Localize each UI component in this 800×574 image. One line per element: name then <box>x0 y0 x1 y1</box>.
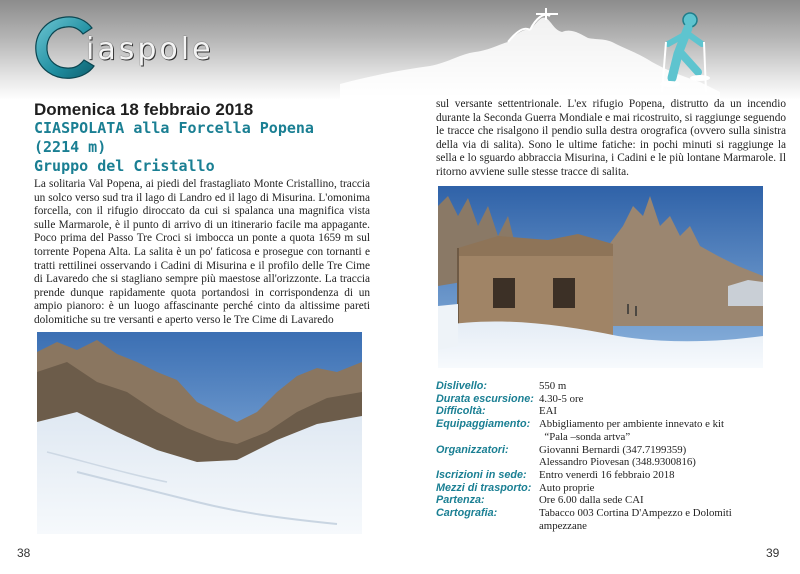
info-value-line: Auto proprie <box>539 481 595 494</box>
logo-text <box>86 32 214 67</box>
info-value-line: Ore 6.00 dalla sede CAI <box>539 494 644 507</box>
info-value-line: 550 m <box>539 380 567 392</box>
info-value <box>539 380 786 393</box>
info-value-line: Giovanni Bernardi (347.7199359) <box>539 443 687 456</box>
page-number-left: 38 <box>17 546 31 560</box>
info-row-partenza <box>436 494 786 507</box>
info-value <box>539 469 786 482</box>
left-body-text <box>34 178 370 328</box>
left-paragraph: La solitaria Val Popena, ai piedi del frastagliato Monte Cristallino, traccia un solco verso sud tra il lago di Landro ed il lago di Misurina. L'omonima forcella, con il rifugio diroccato da cui si spalanca una magnifica vista sulle Marmarole, è il punto di arrivo di un itinerario facile ma appagante. Poco prima del Passo Tre Croci si imbocca un ponte a quota 1659 m sul torrente Popena Alta. La salita è un po' faticosa e prosegue con tornanti e tratti rettilinei osservando i Cadini di Misurina e il profilo delle Tre Cime di Lavaredo che si stagliano sempre più maestose all'orizzonte. La traccia prende dunque rapidamente quota portandosi in corrispondenza di un ampio pianoro: è un luogo affascinante perché cinto da altissime pareti dolomitiche su tre versanti e aperto verso le Tre Cime di Lavaredo <box>34 178 370 326</box>
info-label: Mezzi di trasporto: <box>436 481 532 494</box>
info-value <box>539 405 786 418</box>
info-row-cartografia <box>436 507 786 532</box>
info-value <box>539 494 786 507</box>
info-value <box>539 507 786 532</box>
info-label: Cartografia: <box>436 507 498 520</box>
info-label: Durata escursione: <box>436 392 534 405</box>
event-title-line1: CIASPOLATA alla Forcella Popena <box>34 119 314 137</box>
info-row-dislivello <box>436 380 786 393</box>
info-row-difficolta <box>436 405 786 418</box>
info-label: Iscrizioni in sede: <box>436 468 527 481</box>
event-title-line2: (2214 m) <box>34 138 107 156</box>
date-title: Domenica 18 febbraio 2018 <box>34 100 254 119</box>
info-label: Difficoltà: <box>436 405 486 418</box>
info-label: Dislivello: <box>436 380 488 392</box>
info-value-line: Alessandro Piovesan (348.9300816) <box>539 456 696 469</box>
info-value-line: 4.30-5 ore <box>539 392 584 405</box>
info-label: Organizzatori: <box>436 443 509 456</box>
right-body-text <box>436 98 786 180</box>
info-row-equipaggiamento <box>436 418 786 443</box>
info-value <box>539 393 786 406</box>
info-value-line: Entro venerdì 16 febbraio 2018 <box>539 468 675 481</box>
page-number-right: 39 <box>766 546 780 560</box>
photo-snowy-valley <box>37 332 362 534</box>
info-value-line: EAI <box>539 405 557 418</box>
snowshoe-hiker-icon <box>648 10 718 96</box>
info-row-mezzi <box>436 482 786 495</box>
info-value-line: Abbigliamento per ambiente innevato e kit <box>539 418 724 431</box>
info-value-line: ampezzane <box>539 519 587 532</box>
info-value <box>539 418 786 443</box>
info-value <box>539 444 786 469</box>
info-value-line: “Pala –sonda artva” <box>539 430 631 443</box>
info-row-durata <box>436 393 786 406</box>
info-value-line: Tabacco 003 Cortina D'Ampezzo e Dolomiti <box>539 507 732 520</box>
event-title-line3: Gruppo del Cristallo <box>34 157 215 175</box>
info-label: Equipaggiamento: <box>436 418 531 431</box>
right-paragraph: sul versante settentrionale. L'ex rifugio Popena, distrutto da un incendio durante la Seconda Guerra Mondiale e mai ricostruito, si raggiunge seguendo le tracce che risalgono il pendio sulla destra orografica (ovvero sulla sinistra della via di salita). Sono le ultime fatiche: in pochi minuti si raggiunge la sella e lo sguardo abbraccia Misurina, i Cadini e le più lontane Marmarole. Il ritorno avviene sulle stesse tracce di salita. <box>436 98 786 178</box>
logo-rest: iaspole <box>86 32 214 67</box>
info-value <box>539 482 786 495</box>
photo-ruined-refuge <box>438 186 763 368</box>
info-row-organizzatori <box>436 444 786 469</box>
info-label: Partenza: <box>436 494 485 507</box>
excursion-info-list <box>436 380 786 532</box>
info-row-iscrizioni <box>436 469 786 482</box>
